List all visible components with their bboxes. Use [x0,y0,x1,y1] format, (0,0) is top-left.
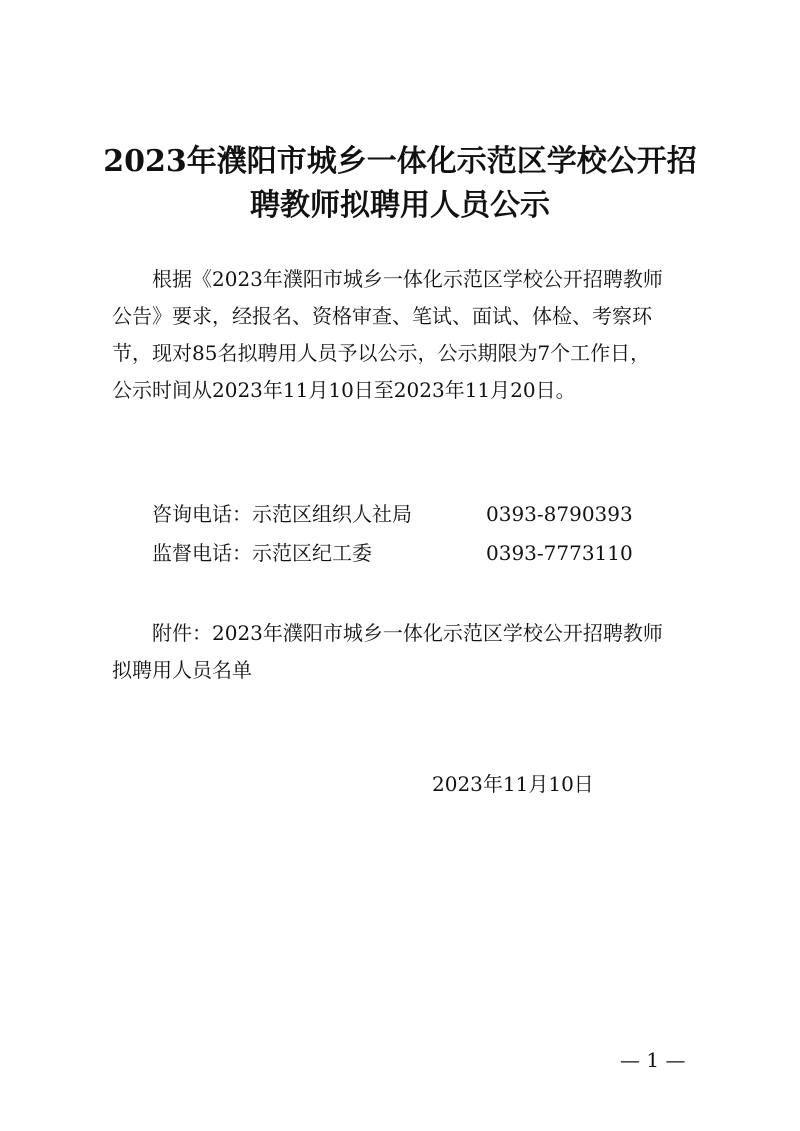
supervision-phone-org: 示范区纪工委 [252,541,372,565]
consult-phone-org: 示范区组织人社局 [252,502,412,526]
page-number: — 1 — [620,1048,686,1072]
notice-paragraph-line-1: 根据《2023年濮阳市城乡一体化示范区学校公开招聘教师 [152,267,663,291]
supervision-phone-label: 监督电话： [152,541,252,565]
supervision-phone-number: 0393-7773110 [486,541,633,565]
notice-paragraph-line-4: 公示时间从2023年11月10日至2023年11月20日。 [112,378,576,402]
notice-paragraph-line-3: 节，现对85名拟聘用人员予以公示，公示期限为7个工作日， [112,341,651,365]
notice-paragraph-line-2: 公告》要求，经报名、资格审查、笔试、面试、体检、考察环 [112,304,652,328]
supervision-phone-row [152,535,633,572]
consult-phone-row [152,496,633,533]
consult-phone-number: 0393-8790393 [486,502,633,526]
consult-phone-label: 咨询电话： [152,502,252,526]
document-title-line-2: 聘教师拟聘用人员公示 [250,188,550,223]
attachment-line-1: 附件：2023年濮阳市城乡一体化示范区学校公开招聘教师 [152,621,663,645]
document-title-line-1: 2023年濮阳市城乡一体化示范区学校公开招 [103,144,697,179]
attachment-line-2: 拟聘用人员名单 [112,658,252,682]
issue-date: 2023年11月10日 [432,772,594,796]
